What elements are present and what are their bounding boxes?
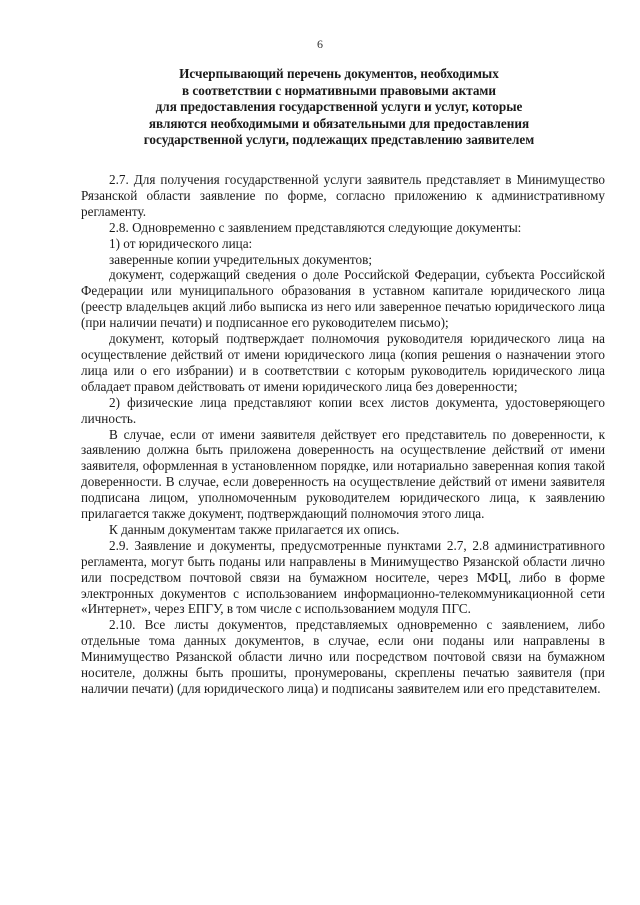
- paragraph-head-authority: документ, который подтверждает полномочия руководителя юридического лица на осуществление действий от имени юридического лица (копия решения о назначении этого лица или о его избрании) и в соответствии с которым руководитель юридического лица обладает правом действовать от имени юридического лица без доверенности;: [81, 331, 605, 394]
- paragraph-2-7: 2.7. Для получения государственной услуги заявитель представляет в Минимущество Рязанской области заявление по форме, согласно приложению к административному регламенту.: [81, 172, 605, 219]
- title-line: являются необходимыми и обязательными для предоставления: [148, 115, 530, 131]
- paragraph-representative: В случае, если от имени заявителя действует его представитель по доверенности, к заявлению должна быть приложена доверенность на осуществление действий от имени заявителя, оформленная в установленном порядке, или нотариально заверенная копия такой доверенности. В случае, если доверенность на осуществление действий от имени заявителя подписана лицом, уполномоченным руководителем юридического лица, к заявлению прилагается также документ, подтверждающий полномочия этого лица.: [81, 426, 605, 522]
- paragraph-2-8: 2.8. Одновременно с заявлением представляются следующие документы:: [109, 219, 522, 235]
- document-body: [81, 172, 605, 697]
- title-line: для предоставления государственной услуги и услуг, которые: [155, 99, 523, 115]
- paragraph-individuals: 2) физические лица представляют копии всех листов документа, удостоверяющего личность.: [81, 394, 605, 426]
- title-line: в соответствии с нормативными правовыми актами: [181, 82, 497, 98]
- page-number: 6: [317, 37, 323, 51]
- section-title: [92, 66, 586, 149]
- paragraph-legal-entity: 1) от юридического лица:: [109, 235, 253, 251]
- paragraph-2-10: 2.10. Все листы документов, представляемых одновременно с заявлением, либо отдельные тома данных документов, в случае, если они поданы или направлены в Минимущество Рязанской области лично или посредством почтовой связи на бумажном носителе, должны быть прошиты, пронумерованы, скреплены печатью заявителя (при наличии печати) (для юридического лица) и подписаны заявителем или его представителем.: [81, 617, 605, 696]
- paragraph-2-9: 2.9. Заявление и документы, предусмотренные пунктами 2.7, 2.8 административного регламента, могут быть поданы или направлены в Минимущество Рязанской области лично или посредством почтовой связи на бумажном носителе, через МФЦ, либо в форме электронных документов с использованием информационно-телекоммуникационной сети «Интернет», через ЕПГУ, в том числе с использованием модуля ПГС.: [81, 537, 605, 617]
- paragraph-founding-docs: заверенные копии учредительных документов;: [109, 251, 372, 267]
- paragraph-inventory: К данным документам также прилагается их опись.: [109, 521, 400, 537]
- title-line: государственной услуги, подлежащих представлению заявителем: [143, 132, 535, 148]
- paragraph-share-info: документ, содержащий сведения о доле Российской Федерации, субъекта Российской Федерации или муниципального образования в уставном капитале юридического лица (реестр владельцев акций либо выписка из него или заверенное печатью юридического лица (при наличии печати) и подписанное его руководителем письмо);: [81, 267, 605, 331]
- title-line: Исчерпывающий перечень документов, необходимых: [179, 66, 499, 81]
